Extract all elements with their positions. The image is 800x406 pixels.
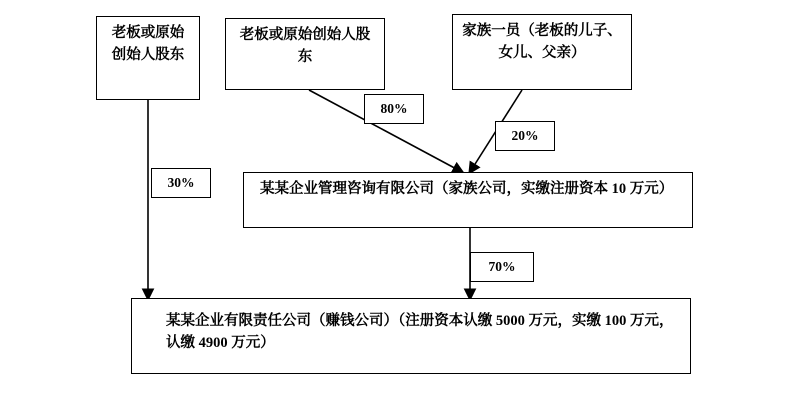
edge-label-30-percent-text: 30% bbox=[167, 174, 195, 190]
node-owner-left-label: 老板或原始创始人股东 bbox=[111, 25, 185, 63]
node-family-company[interactable] bbox=[243, 172, 693, 228]
edge-label-70-percent-text: 70% bbox=[488, 258, 516, 274]
node-operating-company[interactable] bbox=[131, 298, 691, 374]
edge-label-30-percent bbox=[151, 168, 211, 198]
edge-label-80-percent-text: 80% bbox=[380, 100, 408, 116]
node-family-member-label: 家族一员（老板的儿子、女儿、父亲） bbox=[462, 23, 622, 61]
edge-label-80-percent bbox=[364, 94, 424, 124]
edge-label-20-percent-text: 20% bbox=[511, 127, 539, 143]
node-owner-mid[interactable] bbox=[225, 18, 385, 90]
node-family-company-label: 某某企业管理咨询有限公司（家族公司，实缴注册资本 10 万元） bbox=[260, 181, 674, 197]
node-operating-company-label: 某某企业有限责任公司（赚钱公司）（注册资本认缴 5000 万元，实缴 100 万元，认缴 4900 万元） bbox=[166, 313, 674, 351]
edge-label-20-percent bbox=[495, 121, 555, 151]
node-family-member[interactable] bbox=[452, 14, 632, 90]
node-owner-left[interactable] bbox=[96, 16, 200, 100]
node-owner-mid-label: 老板或原始创始人股东 bbox=[239, 27, 371, 65]
edge-label-70-percent bbox=[470, 252, 534, 282]
